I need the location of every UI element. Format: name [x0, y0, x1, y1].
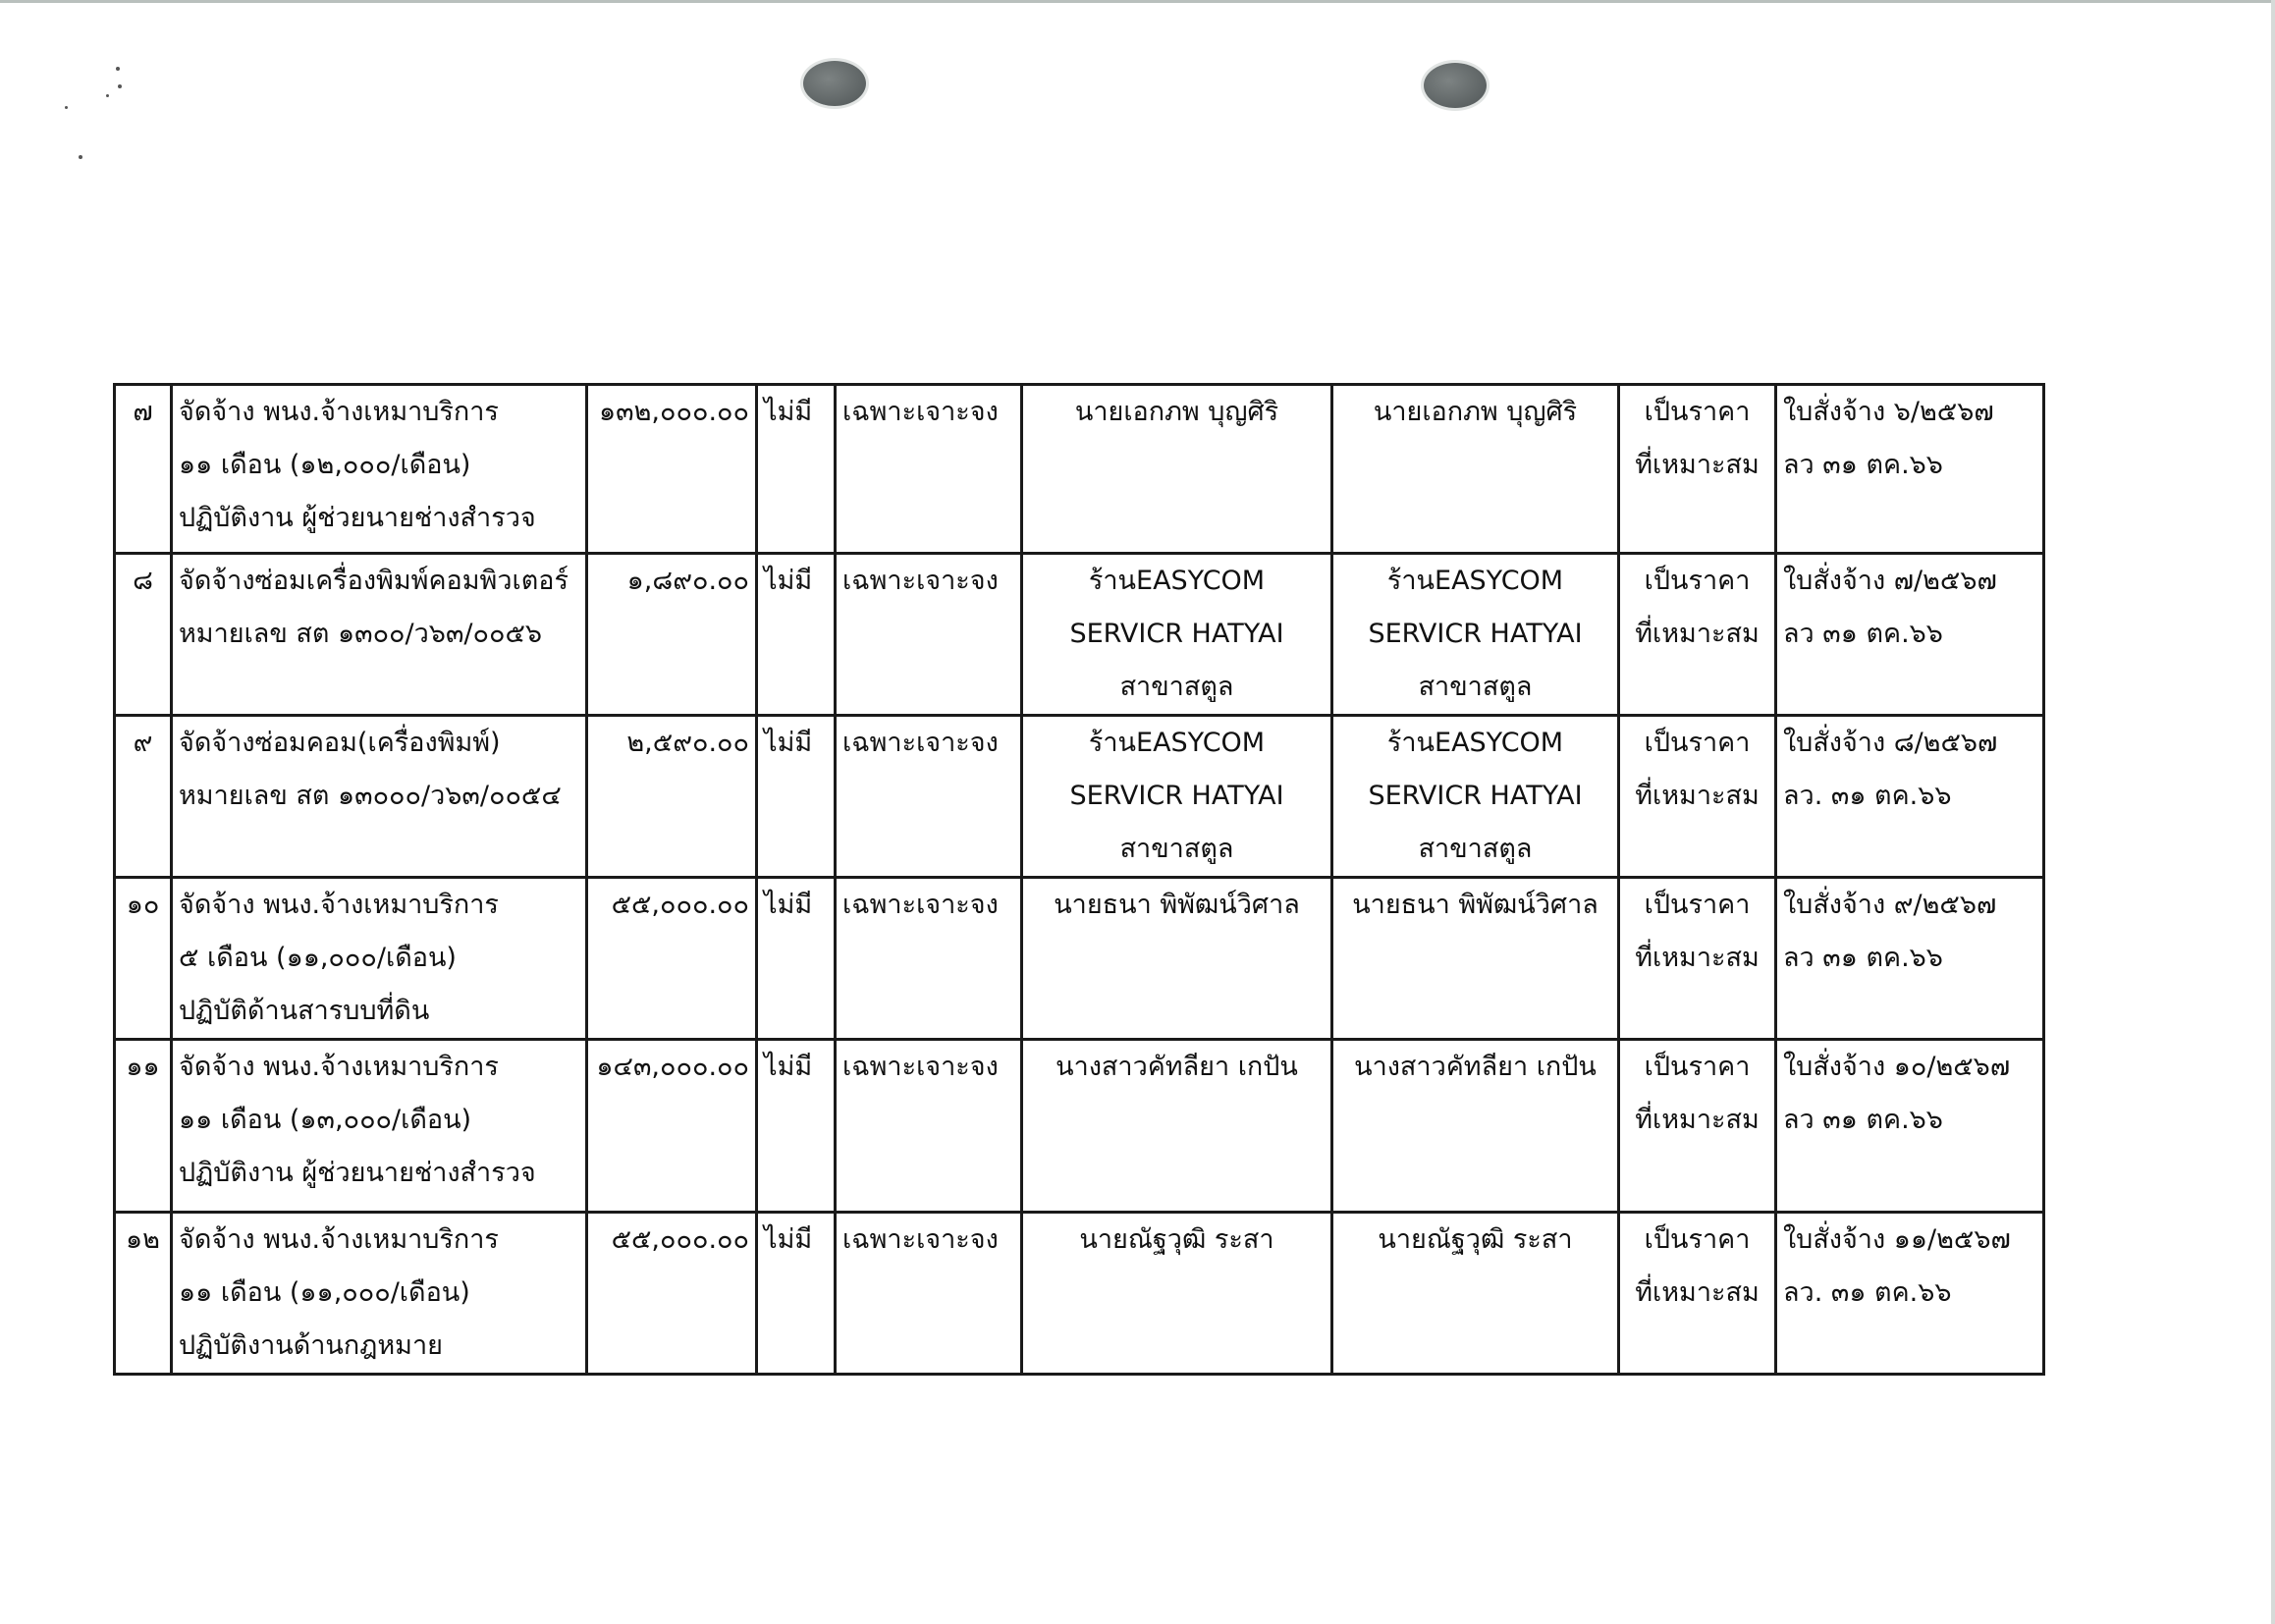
row-winner-line: นายธนา พิพัฒน์วิศาล [1352, 890, 1598, 920]
row-winner [1332, 878, 1619, 1040]
table-body [115, 385, 2044, 1375]
row-contract-line: ลว ๓๑ ตค.๖๖ [1783, 619, 1943, 649]
row-reason [1619, 385, 1776, 554]
row-winner-line: SERVICR HATYAI [1368, 619, 1583, 649]
table-row [115, 1040, 2044, 1213]
row-reference-price: ไม่มี [757, 1040, 836, 1213]
row-amount: ๑,๘๙๐.๐๐ [587, 554, 757, 716]
row-winner-line: นายเอกภพ บุญศิริ [1373, 397, 1578, 427]
scan-speck [65, 106, 68, 109]
row-bidders-line: SERVICR HATYAI [1069, 619, 1284, 649]
row-bidders [1022, 716, 1332, 878]
row-contract [1776, 716, 2044, 878]
row-description-line: ปฏิบัติงานด้านกฎหมาย [179, 1330, 443, 1361]
row-contract-line: ใบสั่งจ้าง ๙/๒๕๖๗ [1783, 890, 1997, 920]
row-contract-line: ลว ๓๑ ตค.๖๖ [1783, 943, 1943, 973]
row-winner-line: ร้านEASYCOM [1386, 566, 1564, 596]
row-reference-price: ไม่มี [757, 385, 836, 554]
row-bidders [1022, 385, 1332, 554]
table-row [115, 878, 2044, 1040]
row-number: ๙ [115, 716, 172, 878]
row-contract [1776, 1213, 2044, 1375]
row-reason-line: เป็นราคา [1644, 397, 1751, 427]
row-reason-line: เป็นราคา [1644, 566, 1751, 596]
row-contract [1776, 878, 2044, 1040]
row-description-line: ปฏิบัติงาน ผู้ช่วยนายช่างสำรวจ [179, 1158, 536, 1188]
page-top-edge [0, 0, 2275, 3]
row-bidders-line: SERVICR HATYAI [1069, 781, 1284, 811]
scan-speck [116, 67, 120, 71]
row-reason-line: ที่เหมาะสม [1635, 781, 1760, 811]
row-winner [1332, 385, 1619, 554]
table-row [115, 554, 2044, 716]
row-contract [1776, 385, 2044, 554]
scan-speck [106, 94, 109, 97]
punch-hole-left [803, 61, 866, 106]
row-winner-line: นายณัฐวุฒิ ระสา [1378, 1224, 1573, 1255]
row-description [172, 554, 587, 716]
table-row [115, 385, 2044, 554]
row-contract [1776, 554, 2044, 716]
row-method: เฉพาะเจาะจง [836, 1213, 1022, 1375]
row-contract-line: ลว. ๓๑ ตค.๖๖ [1783, 1277, 1952, 1308]
row-reason-line: เป็นราคา [1644, 1052, 1751, 1082]
row-reason-line: เป็นราคา [1644, 728, 1751, 758]
row-description-line: จัดจ้าง พนง.จ้างเหมาบริการ [179, 890, 499, 920]
row-description-line: จัดจ้างซ่อมเครื่องพิมพ์คอมพิวเตอร์ [179, 566, 569, 596]
row-method: เฉพาะเจาะจง [836, 385, 1022, 554]
row-reference-price: ไม่มี [757, 878, 836, 1040]
row-reason-line: ที่เหมาะสม [1635, 450, 1760, 480]
row-description [172, 1213, 587, 1375]
row-reason [1619, 1213, 1776, 1375]
page-right-edge [2271, 0, 2275, 1624]
row-description [172, 385, 587, 554]
row-reason-line: ที่เหมาะสม [1635, 619, 1760, 649]
scan-speck [118, 84, 122, 88]
row-description-line: หมายเลข สต ๑๓๐๐/ว๖๓/๐๐๕๖ [179, 619, 543, 649]
row-description-line: จัดจ้าง พนง.จ้างเหมาบริการ [179, 1052, 499, 1082]
row-contract-line: ลว ๓๑ ตค.๖๖ [1783, 450, 1943, 480]
row-contract-line: ลว ๓๑ ตค.๖๖ [1783, 1105, 1943, 1135]
row-method: เฉพาะเจาะจง [836, 554, 1022, 716]
row-winner-line: ร้านEASYCOM [1386, 728, 1564, 758]
row-description-line: จัดจ้าง พนง.จ้างเหมาบริการ [179, 397, 499, 427]
row-reason-line: ที่เหมาะสม [1635, 1105, 1760, 1135]
row-reference-price: ไม่มี [757, 716, 836, 878]
row-description [172, 1040, 587, 1213]
row-description-line: หมายเลข สต ๑๓๐๐๐/ว๖๓/๐๐๕๔ [179, 781, 562, 811]
row-contract-line: ใบสั่งจ้าง ๗/๒๕๖๗ [1783, 566, 1997, 596]
row-description-line: ๑๑ เดือน (๑๒,๐๐๐/เดือน) [179, 450, 471, 480]
row-amount: ๕๕,๐๐๐.๐๐ [587, 1213, 757, 1375]
row-description-line: ๑๑ เดือน (๑๓,๐๐๐/เดือน) [179, 1105, 472, 1135]
row-winner-line: SERVICR HATYAI [1368, 781, 1583, 811]
row-amount: ๒,๕๙๐.๐๐ [587, 716, 757, 878]
row-number: ๘ [115, 554, 172, 716]
row-number: ๑๐ [115, 878, 172, 1040]
row-contract-line: ลว. ๓๑ ตค.๖๖ [1783, 781, 1952, 811]
table-row [115, 1213, 2044, 1375]
table-row [115, 716, 2044, 878]
row-bidders-line: สาขาสตูล [1119, 834, 1234, 864]
row-description [172, 878, 587, 1040]
row-description-line: ปฏิบัติงาน ผู้ช่วยนายช่างสำรวจ [179, 503, 536, 533]
row-bidders [1022, 878, 1332, 1040]
row-description-line: ๑๑ เดือน (๑๑,๐๐๐/เดือน) [179, 1277, 470, 1308]
row-reason [1619, 878, 1776, 1040]
row-reason [1619, 554, 1776, 716]
row-description-line: ปฏิบัติด้านสารบบที่ดิน [179, 996, 430, 1026]
row-description-line: ๕ เดือน (๑๑,๐๐๐/เดือน) [179, 943, 457, 973]
row-reason-line: ที่เหมาะสม [1635, 943, 1760, 973]
row-contract-line: ใบสั่งจ้าง ๑๑/๒๕๖๗ [1783, 1224, 2011, 1255]
row-amount: ๕๕,๐๐๐.๐๐ [587, 878, 757, 1040]
row-bidders-line: สาขาสตูล [1119, 672, 1234, 702]
row-winner [1332, 716, 1619, 878]
row-bidders-line: ร้านEASYCOM [1088, 728, 1266, 758]
row-reason [1619, 1040, 1776, 1213]
row-winner [1332, 1040, 1619, 1213]
row-number: ๑๑ [115, 1040, 172, 1213]
row-contract-line: ใบสั่งจ้าง ๑๐/๒๕๖๗ [1783, 1052, 2011, 1082]
row-number: ๗ [115, 385, 172, 554]
row-reason-line: ที่เหมาะสม [1635, 1277, 1760, 1308]
row-bidders-line: นางสาวคัทลียา เกปัน [1056, 1052, 1298, 1082]
procurement-table [113, 383, 2045, 1376]
punch-hole-right [1424, 63, 1487, 108]
row-description-line: จัดจ้าง พนง.จ้างเหมาบริการ [179, 1224, 499, 1255]
row-bidders-line: ร้านEASYCOM [1088, 566, 1266, 596]
row-amount: ๑๓๒,๐๐๐.๐๐ [587, 385, 757, 554]
row-method: เฉพาะเจาะจง [836, 878, 1022, 1040]
row-method: เฉพาะเจาะจง [836, 716, 1022, 878]
row-bidders-line: นายเอกภพ บุญศิริ [1074, 397, 1279, 427]
row-number: ๑๒ [115, 1213, 172, 1375]
row-description [172, 716, 587, 878]
row-bidders-line: นายธนา พิพัฒน์วิศาล [1054, 890, 1300, 920]
row-method: เฉพาะเจาะจง [836, 1040, 1022, 1213]
row-bidders [1022, 554, 1332, 716]
row-bidders [1022, 1213, 1332, 1375]
row-contract [1776, 1040, 2044, 1213]
row-reason-line: เป็นราคา [1644, 1224, 1751, 1255]
row-winner [1332, 1213, 1619, 1375]
row-reference-price: ไม่มี [757, 1213, 836, 1375]
row-winner-line: สาขาสตูล [1418, 834, 1533, 864]
row-bidders-line: นายณัฐวุฒิ ระสา [1079, 1224, 1274, 1255]
row-contract-line: ใบสั่งจ้าง ๘/๒๕๖๗ [1783, 728, 1998, 758]
row-winner [1332, 554, 1619, 716]
row-reference-price: ไม่มี [757, 554, 836, 716]
row-bidders [1022, 1040, 1332, 1213]
row-winner-line: สาขาสตูล [1418, 672, 1533, 702]
row-description-line: จัดจ้างซ่อมคอม(เครื่องพิมพ์) [179, 728, 501, 758]
row-winner-line: นางสาวคัทลียา เกปัน [1354, 1052, 1597, 1082]
row-contract-line: ใบสั่งจ้าง ๖/๒๕๖๗ [1783, 397, 1994, 427]
scan-speck [79, 155, 82, 159]
row-reason-line: เป็นราคา [1644, 890, 1751, 920]
row-amount: ๑๔๓,๐๐๐.๐๐ [587, 1040, 757, 1213]
row-reason [1619, 716, 1776, 878]
